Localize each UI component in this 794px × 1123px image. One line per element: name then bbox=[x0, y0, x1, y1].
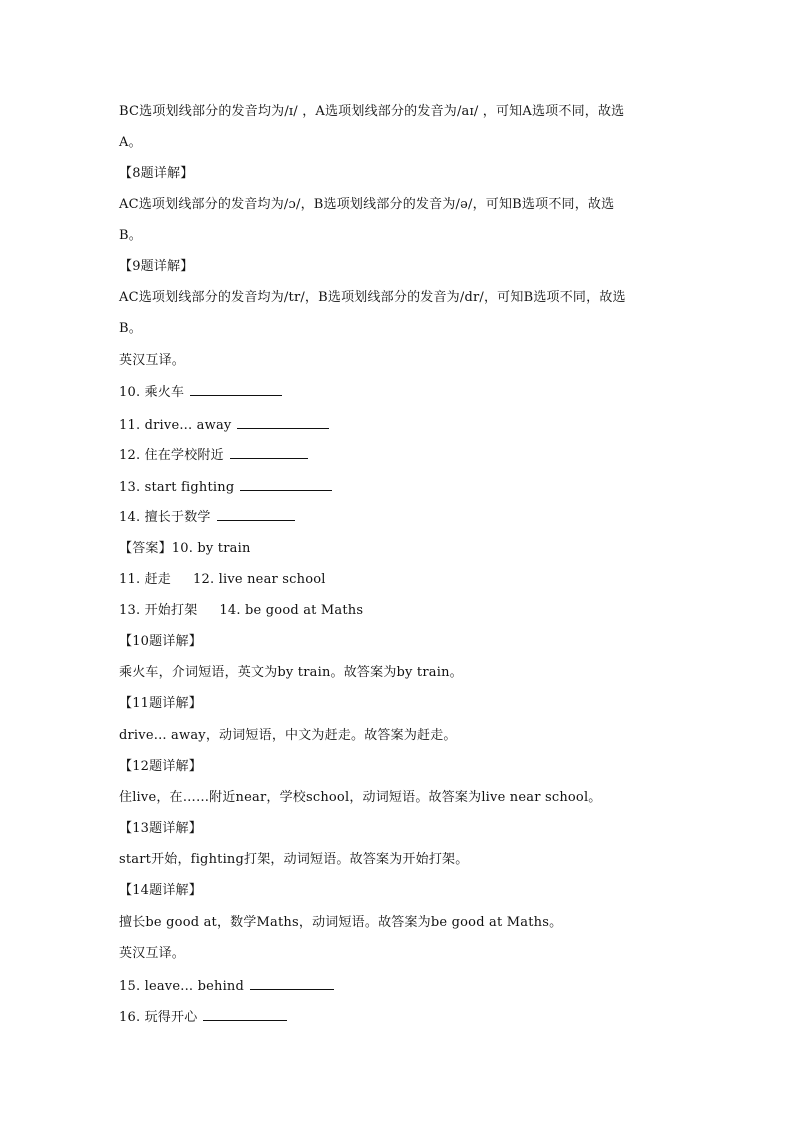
answer-blank-15 bbox=[250, 977, 334, 990]
answer-blank-13 bbox=[240, 478, 332, 491]
explanation-11-text: drive... away，动词短语，中文为赶走。故答案为赶走。 bbox=[119, 728, 457, 743]
question-14-text: 14. 擅长于数学 bbox=[119, 510, 211, 525]
section-heading-8: 【8题详解】 bbox=[119, 166, 194, 181]
answer-blank-16 bbox=[203, 1008, 287, 1021]
section-heading-14: 【14题详解】 bbox=[119, 883, 202, 898]
explanation-8-text: AC选项划线部分的发音均为/ɔ/，B选项划线部分的发音为/ə/，可知B选项不同，故选 bbox=[119, 197, 615, 212]
question-15 bbox=[119, 977, 334, 996]
question-12-text: 12. 住在学校附近 bbox=[119, 448, 224, 463]
explanation-9-answer: B。 bbox=[119, 321, 142, 336]
answer-13: 13. 开始打架 bbox=[119, 603, 198, 618]
answer-blank-10 bbox=[190, 383, 282, 396]
answer-blank-12 bbox=[230, 446, 308, 459]
section-heading-10: 【10题详解】 bbox=[119, 634, 202, 649]
explanation-10-text: 乘火车，介词短语，英文为by train。故答案为by train。 bbox=[119, 665, 463, 680]
explanation-9-text: AC选项划线部分的发音均为/tr/，B选项划线部分的发音为/dr/，可知B选项不同，故选 bbox=[119, 290, 626, 305]
question-14 bbox=[119, 508, 295, 527]
explanation-13-text: start开始，fighting打架，动词短语。故答案为开始打架。 bbox=[119, 852, 469, 867]
question-10-text: 10. 乘火车 bbox=[119, 385, 185, 400]
answer-line-3 bbox=[119, 602, 363, 620]
section-heading-11: 【11题详解】 bbox=[119, 696, 202, 711]
question-12 bbox=[119, 446, 308, 465]
question-10 bbox=[119, 383, 282, 402]
question-13 bbox=[119, 478, 332, 497]
answer-line-1: 【答案】10. by train bbox=[119, 541, 251, 556]
question-11 bbox=[119, 416, 329, 435]
answer-blank-11 bbox=[237, 416, 329, 429]
section-heading-9: 【9题详解】 bbox=[119, 259, 194, 274]
question-13-text: 13. start fighting bbox=[119, 480, 235, 495]
answer-11: 11. 赶走 bbox=[119, 572, 172, 587]
question-15-text: 15. leave... behind bbox=[119, 979, 245, 994]
answer-14: 14. be good at Maths bbox=[219, 603, 364, 618]
explanation-7-text: BC选项划线部分的发音均为/ɪ/ ，A选项划线部分的发音为/aɪ/ ，可知A选项不同，故选 bbox=[119, 104, 625, 119]
explanation-12-text: 住live，在……附近near，学校school，动词短语。故答案为live near school。 bbox=[119, 790, 602, 805]
answer-12: 12. live near school bbox=[193, 572, 326, 587]
explanation-14-text: 擅长be good at，数学Maths，动词短语。故答案为be good at Maths。 bbox=[119, 915, 563, 930]
explanation-8-answer: B。 bbox=[119, 228, 142, 243]
section-heading-12: 【12题详解】 bbox=[119, 759, 202, 774]
explanation-7-answer: A。 bbox=[119, 135, 142, 150]
answer-blank-14 bbox=[217, 508, 295, 521]
translation-instruction-2: 英汉互译。 bbox=[119, 946, 186, 961]
question-16-text: 16. 玩得开心 bbox=[119, 1010, 198, 1025]
answer-line-2 bbox=[119, 571, 326, 589]
question-16 bbox=[119, 1008, 287, 1027]
translation-instruction: 英汉互译。 bbox=[119, 353, 186, 368]
section-heading-13: 【13题详解】 bbox=[119, 821, 202, 836]
question-11-text: 11. drive... away bbox=[119, 418, 232, 433]
